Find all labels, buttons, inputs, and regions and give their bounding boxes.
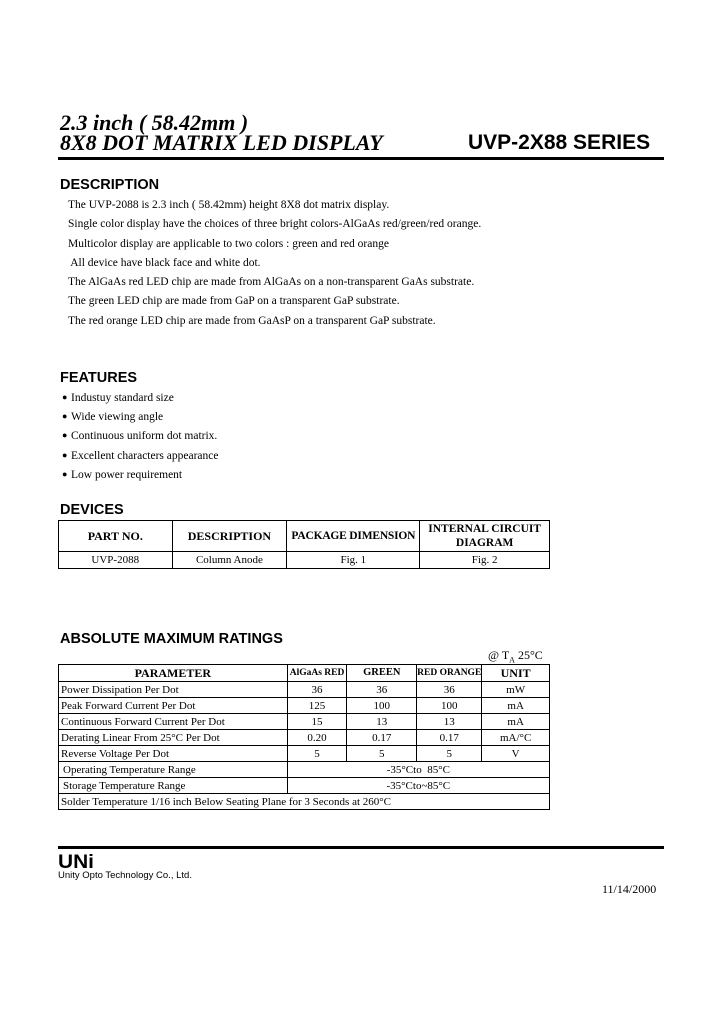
- feature-item: [62, 469, 182, 481]
- table-row: [59, 682, 550, 698]
- table-cell: Column Anode: [172, 552, 287, 569]
- table-header-row: [59, 521, 550, 552]
- table-row: [59, 552, 550, 569]
- table-row: [59, 698, 550, 714]
- feature-text: Industuy standard size: [71, 392, 174, 404]
- title-size: 2.3 inch ( 58.42mm ): [60, 110, 249, 135]
- feature-item: [62, 411, 163, 423]
- devices-table: [58, 520, 550, 569]
- unit-cell: mA: [482, 714, 550, 730]
- table-cell: 125: [287, 698, 347, 714]
- parameter-cell: Derating Linear From 25°C Per Dot: [59, 730, 288, 746]
- table-cell: 15: [287, 714, 347, 730]
- column-header: PART NO.: [59, 521, 173, 552]
- table-cell: Fig. 2: [420, 552, 550, 569]
- parameter-cell: Operating Temperature Range: [59, 762, 288, 778]
- unit-cell: mA/°C: [482, 730, 550, 746]
- table-cell: UVP-2088: [59, 552, 173, 569]
- bullet-icon: ●: [62, 430, 68, 440]
- features-heading: FEATURES: [60, 370, 138, 386]
- document-date: 11/14/2000: [602, 882, 657, 896]
- table-cell: 5: [347, 746, 417, 762]
- feature-text: Low power requirement: [71, 469, 183, 481]
- table-header-row: [59, 665, 550, 682]
- bullet-icon: ●: [62, 392, 68, 402]
- parameter-cell: Reverse Voltage Per Dot: [59, 746, 288, 762]
- bullet-icon: ●: [62, 411, 68, 421]
- logo-text: UNi: [58, 852, 94, 870]
- title-product: 8X8 DOT MATRIX LED DISPLAY: [60, 130, 383, 155]
- company-name: Unity Opto Technology Co., Ltd.: [58, 870, 192, 881]
- footer-rule: [58, 846, 664, 849]
- unit-cell: V: [482, 746, 550, 762]
- table-cell: Fig. 1: [287, 552, 420, 569]
- parameter-cell: Continuous Forward Current Per Dot: [59, 714, 288, 730]
- table-row: [59, 730, 550, 746]
- ratings-heading: ABSOLUTE MAXIMUM RATINGS: [60, 631, 283, 647]
- parameter-cell: Peak Forward Current Per Dot: [59, 698, 288, 714]
- bullet-icon: ●: [62, 450, 68, 460]
- column-header: AlGaAs RED: [287, 665, 347, 682]
- column-header: GREEN: [347, 665, 417, 682]
- description-line: Multicolor display are applicable to two colors : green and red orange: [68, 238, 389, 250]
- column-header: UNIT: [482, 665, 550, 682]
- description-line: The UVP-2088 is 2.3 inch ( 58.42mm) height 8X8 dot matrix display.: [68, 199, 390, 211]
- table-cell: 36: [417, 682, 482, 698]
- table-cell: 36: [287, 682, 347, 698]
- feature-item: [62, 450, 218, 462]
- condition-subscript: A: [509, 655, 515, 665]
- range-cell: -35°Cto~85°C: [287, 778, 549, 794]
- series-title: UVP-2X88 SERIES: [468, 131, 651, 154]
- description-line: The AlGaAs red LED chip are made from AlGaAs on a non-transparent GaAs substrate.: [68, 276, 475, 288]
- description-line: Single color display have the choices of three bright colors-AlGaAs red/green/red orange.: [68, 218, 482, 230]
- table-row: [59, 794, 550, 810]
- uni-logo: [58, 852, 100, 870]
- table-row: [59, 778, 550, 794]
- column-header: DESCRIPTION: [172, 521, 287, 552]
- column-header: INTERNAL CIRCUIT DIAGRAM: [420, 521, 550, 552]
- header-rule: [58, 157, 664, 160]
- condition-prefix: @ T: [488, 648, 510, 662]
- table-cell: 0.20: [287, 730, 347, 746]
- table-row: [59, 714, 550, 730]
- unit-cell: mW: [482, 682, 550, 698]
- description-heading: DESCRIPTION: [60, 177, 160, 193]
- table-cell: 0.17: [347, 730, 417, 746]
- condition-value: 25°C: [514, 648, 543, 662]
- feature-text: Continuous uniform dot matrix.: [71, 430, 218, 442]
- feature-item: [62, 430, 217, 442]
- table-cell: 100: [347, 698, 417, 714]
- feature-text: Excellent characters appearance: [71, 450, 219, 462]
- table-cell: 5: [417, 746, 482, 762]
- column-header: PARAMETER: [59, 665, 288, 682]
- table-cell: 13: [347, 714, 417, 730]
- table-cell: 100: [417, 698, 482, 714]
- ratings-condition: [488, 648, 543, 664]
- table-cell: 13: [417, 714, 482, 730]
- table-row: [59, 746, 550, 762]
- description-line: The green LED chip are made from GaP on a transparent GaP substrate.: [68, 295, 400, 307]
- ratings-table: [58, 664, 550, 810]
- bullet-icon: ●: [62, 469, 68, 479]
- parameter-cell: Power Dissipation Per Dot: [59, 682, 288, 698]
- feature-item: [62, 392, 174, 404]
- description-line: All device have black face and white dot.: [68, 257, 261, 269]
- table-cell: 0.17: [417, 730, 482, 746]
- devices-heading: DEVICES: [60, 502, 124, 518]
- table-row: [59, 762, 550, 778]
- range-cell: -35°Cto 85°C: [287, 762, 549, 778]
- table-cell: 5: [287, 746, 347, 762]
- column-header: RED ORANGE: [417, 665, 482, 682]
- unit-cell: mA: [482, 698, 550, 714]
- column-header: PACKAGE DIMENSION: [287, 521, 420, 552]
- parameter-cell: Storage Temperature Range: [59, 778, 288, 794]
- table-cell: 36: [347, 682, 417, 698]
- solder-note-cell: Solder Temperature 1/16 inch Below Seating Plane for 3 Seconds at 260°C: [59, 794, 550, 810]
- description-line: The red orange LED chip are made from GaAsP on a transparent GaP substrate.: [68, 315, 436, 327]
- feature-text: Wide viewing angle: [71, 411, 164, 423]
